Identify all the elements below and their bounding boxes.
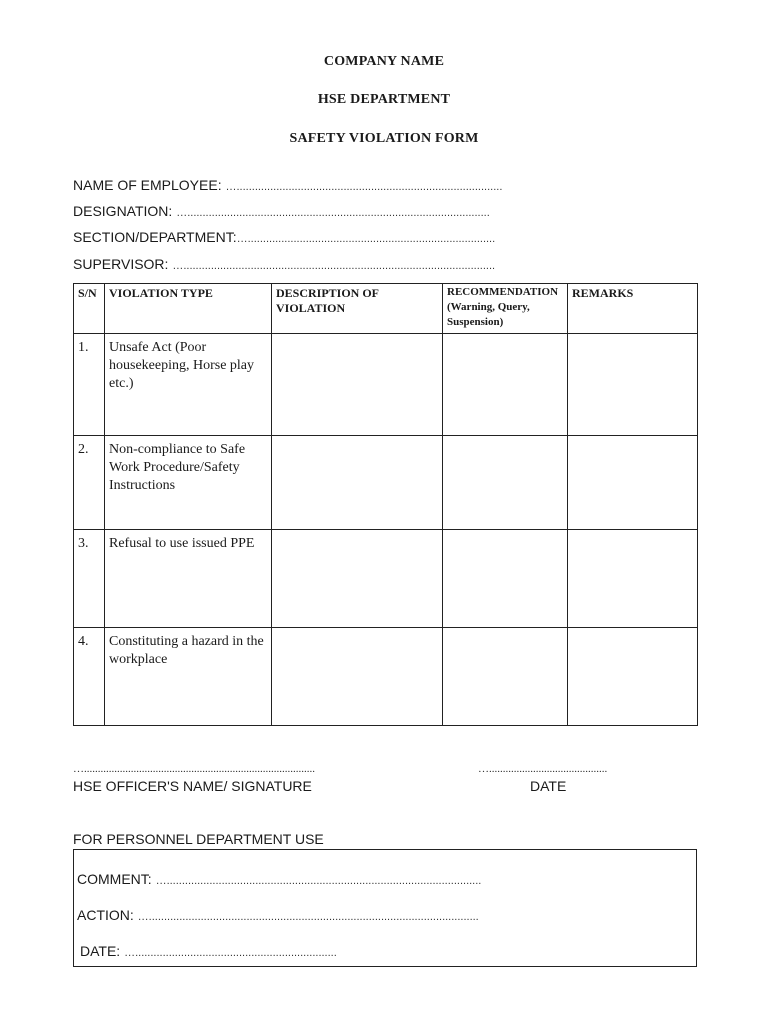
row-description-cell[interactable] bbox=[272, 334, 443, 436]
personnel-date-label: DATE: bbox=[80, 943, 125, 959]
header-description: DESCRIPTION OF VIOLATION bbox=[272, 284, 443, 334]
header-sn: S/N bbox=[74, 284, 105, 334]
row-description-cell[interactable] bbox=[272, 530, 443, 628]
section-department-field[interactable] bbox=[73, 229, 495, 245]
supervisor-field[interactable] bbox=[73, 256, 495, 272]
table-row bbox=[74, 436, 698, 530]
employee-name-label: NAME OF EMPLOYEE: bbox=[73, 177, 226, 193]
department-title: HSE DEPARTMENT bbox=[317, 92, 451, 107]
employee-name-dots: …....................................................................................... bbox=[225, 181, 503, 193]
personnel-box bbox=[73, 849, 697, 967]
company-name: COMPANY NAME bbox=[323, 54, 445, 69]
supervisor-dots: …...................................................................................................... bbox=[172, 260, 496, 272]
action-label: ACTION: bbox=[77, 907, 138, 923]
action-dots: …............................................................................................................ bbox=[137, 911, 479, 923]
row-recommendation-cell[interactable] bbox=[443, 628, 568, 726]
row-description-cell[interactable] bbox=[272, 628, 443, 726]
officer-signature-line[interactable]: ….................................................................................... bbox=[73, 763, 315, 775]
row-violation-type: Constituting a hazard in the workplace bbox=[105, 628, 272, 726]
row-sn: 3. bbox=[74, 530, 105, 628]
table-row bbox=[74, 334, 698, 436]
signature-date-label: DATE bbox=[530, 778, 567, 794]
row-violation-type: Unsafe Act (Poor housekeeping, Horse play etc.) bbox=[105, 334, 272, 436]
row-recommendation-cell[interactable] bbox=[443, 436, 568, 530]
row-violation-type: Non-compliance to Safe Work Procedure/Safety Instructions bbox=[105, 436, 272, 530]
section-department-dots: …................................................................................. bbox=[236, 233, 496, 245]
personnel-action-field[interactable] bbox=[77, 907, 479, 923]
personnel-comment-field[interactable] bbox=[77, 871, 481, 887]
table-row bbox=[74, 530, 698, 628]
personnel-date-dots: ….................................................................. bbox=[124, 947, 337, 959]
row-remarks-cell[interactable] bbox=[568, 628, 698, 726]
section-department-label: SECTION/DEPARTMENT: bbox=[73, 229, 237, 245]
header-violation-type: VIOLATION TYPE bbox=[105, 284, 272, 334]
row-recommendation-cell[interactable] bbox=[443, 334, 568, 436]
table-row bbox=[74, 628, 698, 726]
row-sn: 1. bbox=[74, 334, 105, 436]
comment-label: COMMENT: bbox=[77, 871, 156, 887]
row-remarks-cell[interactable] bbox=[568, 334, 698, 436]
personnel-heading: FOR PERSONNEL DEPARTMENT USE bbox=[73, 831, 324, 847]
supervisor-label: SUPERVISOR: bbox=[73, 256, 173, 272]
designation-label: DESIGNATION: bbox=[73, 203, 177, 219]
officer-signature-label: HSE OFFICER'S NAME/ SIGNATURE bbox=[73, 778, 312, 794]
row-recommendation-cell[interactable] bbox=[443, 530, 568, 628]
row-sn: 4. bbox=[74, 628, 105, 726]
row-remarks-cell[interactable] bbox=[568, 530, 698, 628]
violation-table bbox=[73, 283, 698, 726]
comment-dots: …....................................................................................................... bbox=[155, 875, 482, 887]
date-signature-line[interactable]: …........................................... bbox=[478, 763, 608, 775]
table-header-row bbox=[74, 284, 698, 334]
personnel-date-field[interactable] bbox=[80, 943, 337, 959]
designation-field[interactable] bbox=[73, 203, 490, 219]
row-violation-type: Refusal to use issued PPE bbox=[105, 530, 272, 628]
form-title: SAFETY VIOLATION FORM bbox=[289, 131, 479, 146]
row-remarks-cell[interactable] bbox=[568, 436, 698, 530]
employee-name-field[interactable] bbox=[73, 177, 502, 193]
header-remarks: REMARKS bbox=[568, 284, 698, 334]
header-recommendation: RECOMMENDATION (Warning, Query, Suspension) bbox=[443, 284, 568, 334]
designation-dots: …................................................................................................... bbox=[176, 207, 490, 219]
row-sn: 2. bbox=[74, 436, 105, 530]
row-description-cell[interactable] bbox=[272, 436, 443, 530]
